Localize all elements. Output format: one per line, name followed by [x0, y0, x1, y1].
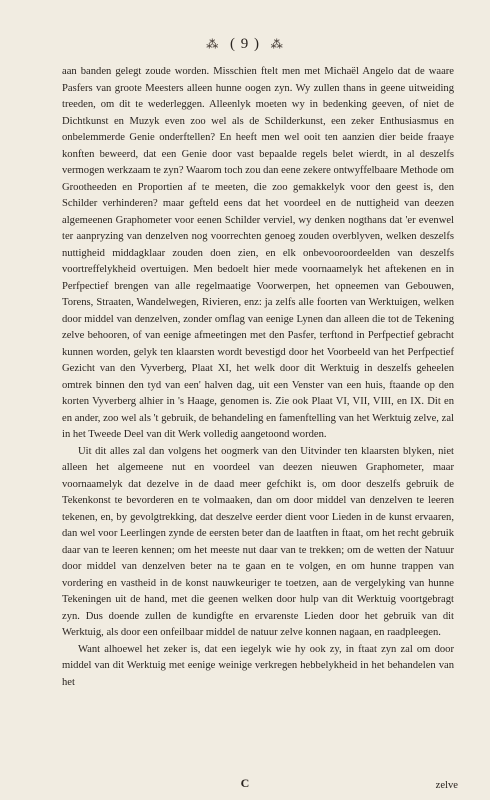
- page-number: ( 9 ): [230, 36, 260, 52]
- paragraph-continuation: aan banden gelegt zoude worden. Misschien ftelt men met Michaël Angelo dat de waare Pasfers van groote Meesters alleen hunne oogen zyn. Wy zullen thans in geene uitweiding treeden, om dit te wederleggen. Alleenlyk moeten wy in bedenking geeven, of niet de Dichtkunst en Muzyk even zoo wel als de Schilderkunst, een zeker Enthusiasmus en onbelemmerde Genie onderftellen? En heeft men wel ooit ten aanzien dier beide fraaye konften beweerd, dat een Genie door vast bepaalde regels belet wierdt, in al deszelfs vermogen werkzaam te zyn? Waarom toch zou dan eene zekere ontwyffelbaare Methode om Grootheeden en Proportien af te meeten, die zoo gemakkelyk voor den geest is, den Schilder verhinderen? maar gefteld eens dat het voordeel en de nuttigheid van deezen algemeenen Graphometer voor eenen Schilder verviel, wy denken nogthans dat 'er evenwel ter aanpryzing van denzelven nog voorrechten genoeg zouden overblyven, welken deszelfs nuttigheid middagklaar zouden doen zien, en elk onbevooroordeelden van deszelfs voortreffelykheid overtuigen. Men bedoelt hier mede voornaamelyk het aftekenen en in Perfpectief brengen van alle regelmaatige Voorwerpen, het opneemen van Gebouwen, Torens, Straaten, Wandelwegen, Rivieren, enz: ja zelfs alle foorten van Werktuigen, welken door middel van denzelven, zonder omflag van eenige Lynen dan alleen die tot de Tekening zelve behooren, of van eenige afmeetingen met den Pasfer, terftond in Perfpectief gebracht kunnen worden, gelyk ten klaarsten wordt bevestigd door het Voorbeeld van het Perfpectief Gezicht van den Vyverberg, Plaat XI, het welk door dit Werktuig in deszelfs geheelen omtrek binnen den tyd van een' halven dag, uit een Venster van een huis, ftaande op den korten Vyverberg alhier in 's Haage, genomen is. Zie ook Plaat VI, VII, VIII, en IX. Dit en en ander, zoo wel als 't gebruik, de behandeling en famenftelling van het Werktuig zelve, zal in het Tweede Deel van dit Werk volledig aangetoond worden.: [62, 66, 454, 440]
- left-ornament-icon: ⁂: [206, 37, 220, 52]
- body-text: [62, 64, 454, 691]
- catchword: zelve: [435, 780, 458, 791]
- paragraph: Uit dit alles zal dan volgens het oogmerk van den Uitvinder ten klaarsten blyken, niet alleen het algemeene nut en voordeel van deezen nieuwen Graphometer, maar voornaamelyk dat dezelve in de daad meer gefchikt is, om door deszelfs gebruik de Tekenkonst te bevorderen en te volmaaken, dan om door middel van denzelven te leeren tekenen, en, by gevolgtrekking, dat deszelve eerder dient voor Lieden in de kunst ervaaren, dan wel voor Leerlingen zynde de eersten beter dan de laatften in ftaat, om het recht gebruik daar van te leeren kennen; om het meeste nut daar van te trekken; om de wetten der Natuur door middel van denzelven beter na te gaan en te volgen, en om hunne trappen van vordering en vastheid in de konst nauwkeuriger te toetzen, aan de vergelyking van hunne Tekeningen uit de hand, met die geenen welken door hulp van dit Werktuig voortgebragt zyn. Dus doende zullen de kundigfte en ervarenste Lieden door het gebruik van dit Werktuig, als door een onfeilbaar middel de natuur zelve konnen nagaan, en raadpleegen.: [62, 445, 454, 638]
- signature-mark: C: [240, 776, 250, 790]
- right-ornament-icon: ⁂: [270, 37, 284, 52]
- paragraph: Want alhoewel het zeker is, dat een iegelyk wie hy ook zy, in ftaat zyn zal om door middel van dit Werktuig met eenige weinige verkregen hebbelykheid in het behandelen van het: [62, 643, 454, 688]
- page-header: [0, 36, 490, 53]
